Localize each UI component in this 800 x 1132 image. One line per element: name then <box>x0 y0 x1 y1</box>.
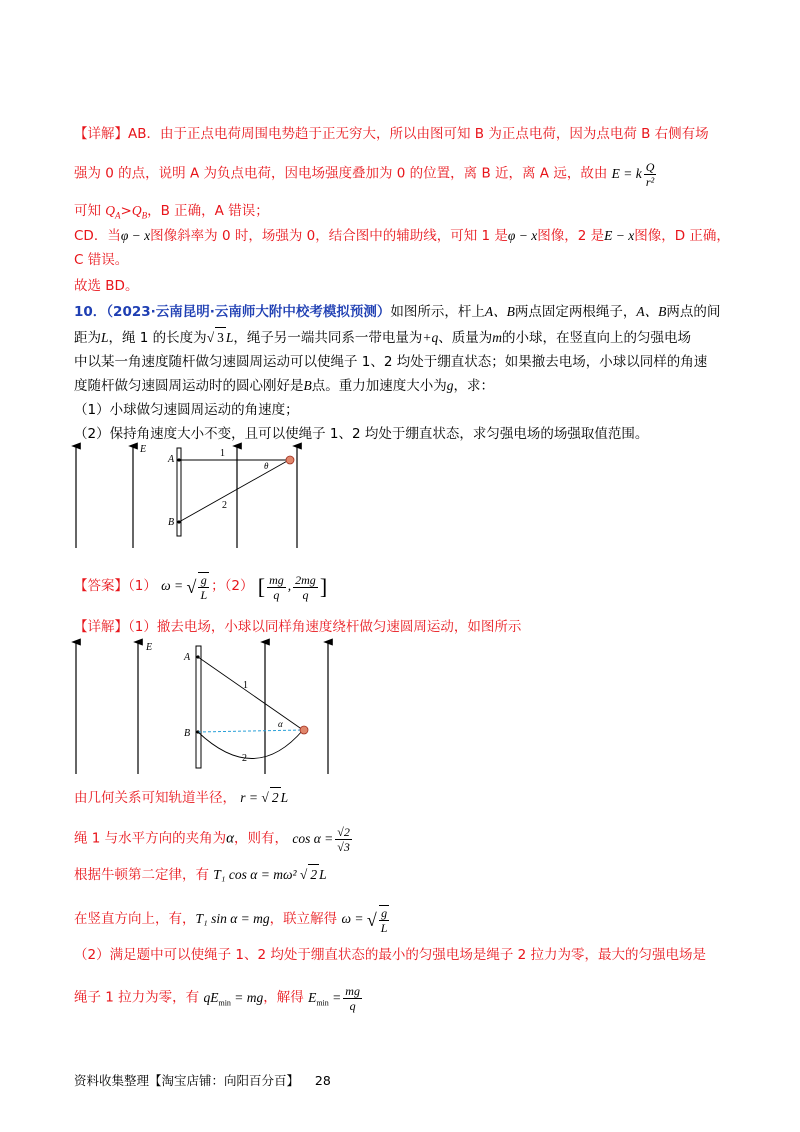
label-2: 2 <box>242 753 247 764</box>
ball <box>286 456 294 464</box>
figure-1 <box>60 440 360 550</box>
rope-2 <box>179 460 289 522</box>
detail-ab-line2 <box>74 160 658 189</box>
ball <box>300 726 308 734</box>
step-angle: 绳 1 与水平方向的夹角为α，则有， cos α = $\frac{√2}{√3}$ <box>74 825 350 854</box>
label-B: B <box>168 517 175 528</box>
detail-2-line: 【详解】（1）撤去电场，小球以同样角速度绕杆做匀速圆周运动，如图所示 <box>74 619 522 635</box>
detail-tag: 【详解】 <box>74 619 128 635</box>
radius-dashed <box>198 730 303 732</box>
page-number: 28 <box>314 1073 331 1088</box>
rope-2 <box>198 730 303 759</box>
label-alpha: α <box>278 719 283 729</box>
problem-10-line2: 距为L，绳 1 的长度为√ 3 L，绳子另一端共同系一带电量为+q、质量为m的小球，在竖直向上的匀强电场 <box>74 327 691 348</box>
answer-line: 【答案】（1） ω = √ $\frac{g}{L}$ ；（2） [ $\frac{mg}{q}$ , $\frac{2mg}{q}$ ] <box>74 572 328 602</box>
problem-10-line4: 度随杆做匀速圆周运动时的圆心刚好是B点。重力加速度大小为g，求： <box>74 378 494 394</box>
label-E: E <box>140 444 147 455</box>
label-theta: θ <box>264 461 269 471</box>
label-1: 1 <box>220 448 225 459</box>
question-2: （2）保持角速度大小不变，且可以使绳子 1、2 均处于绷直状态，求匀强电场的场强取值范围。 <box>74 426 649 442</box>
detail-tag: 【详解】 <box>74 126 128 142</box>
coulomb-formula: E = k $\frac{Q}{\text{r²}}$ <box>611 160 655 189</box>
label-A: A <box>168 454 175 465</box>
question-1: （1）小球做匀速圆周运动的角速度； <box>74 402 299 418</box>
step-radius: 由几何关系可知轨道半径， r = √ 2 L <box>74 787 288 808</box>
detail-cd-line1: CD．当φ − x图像斜率为 0 时，场强为 0，结合图中的辅助线，可知 1 是φ − x图像，2 是E − x图像，D 正确， <box>74 228 730 244</box>
answer-tag: 【答案】 <box>74 578 128 595</box>
detail-text: 强为 0 的点，说明 A 为负点电荷，因电场强度叠加为 0 的位置，离 B 近，离 A 远，故由 <box>74 165 608 182</box>
detail-text: AB．由于正点电荷周围电势趋于正无穷大，所以由图可知 B 为正点电荷，因为点电荷 B 右侧有场 <box>128 126 709 142</box>
detail-ab-line1 <box>74 124 709 144</box>
problem-10-line3: 中以某一角速度随杆做匀速圆周运动可以使绳子 1、2 均处于绷直状态；如果撤去电场，小球以同样的角速 <box>74 354 708 370</box>
step-vertical: 在竖直方向上，有，T₁ sin α = mg，联立解得 ω = √ $\frac{g}{L}$ <box>74 906 388 935</box>
rope-1 <box>198 657 303 730</box>
detail-cd-line2: C 错误。 <box>74 252 129 268</box>
label-2: 2 <box>222 500 227 511</box>
label-1: 1 <box>243 680 248 691</box>
answer-range: [ $\frac{mg}{q}$ , $\frac{2mg}{q}$ ] <box>257 572 328 602</box>
step-part2-line2: 绳子 1 拉力为零，有 $qE_{min}$ = mg，解得 $E_{min}$ = $\frac{mg}{q}$ <box>74 984 360 1013</box>
answer-omega: ω = √ $\frac{g}{L}$ <box>161 573 208 602</box>
figure-2 <box>60 636 360 776</box>
page-footer <box>74 1071 331 1089</box>
detail-conclusion: 故选 BD。 <box>74 278 139 294</box>
rod <box>196 646 201 768</box>
label-E: E <box>146 642 153 653</box>
step-part2-line1: （2）满足题中可以使绳子 1、2 均处于绷直状态的最小的匀强电场是绳子 2 拉力为零，最大的匀强电场是 <box>74 947 707 963</box>
detail-ab-line3: 可知 $Q_A>Q_B$，B 正确，A 错误； <box>74 203 269 221</box>
label-B: B <box>184 728 191 739</box>
footer-text: 资料收集整理【淘宝店铺：向阳百分百】 <box>74 1073 300 1088</box>
problem-number: 10． <box>74 304 107 320</box>
problem-source: （2023·云南昆明·云南师大附中校考模拟预测） <box>106 304 391 320</box>
label-A: A <box>184 652 191 663</box>
problem-10-line1: 10．（2023·云南昆明·云南师大附中校考模拟预测）如图所示，杆上A、B两点固定两根绳子，A、B两点的间 <box>74 304 721 320</box>
step-newton: 根据牛顿第二定律，有 T₁ cos α = mω² √ 2 L <box>74 864 327 885</box>
